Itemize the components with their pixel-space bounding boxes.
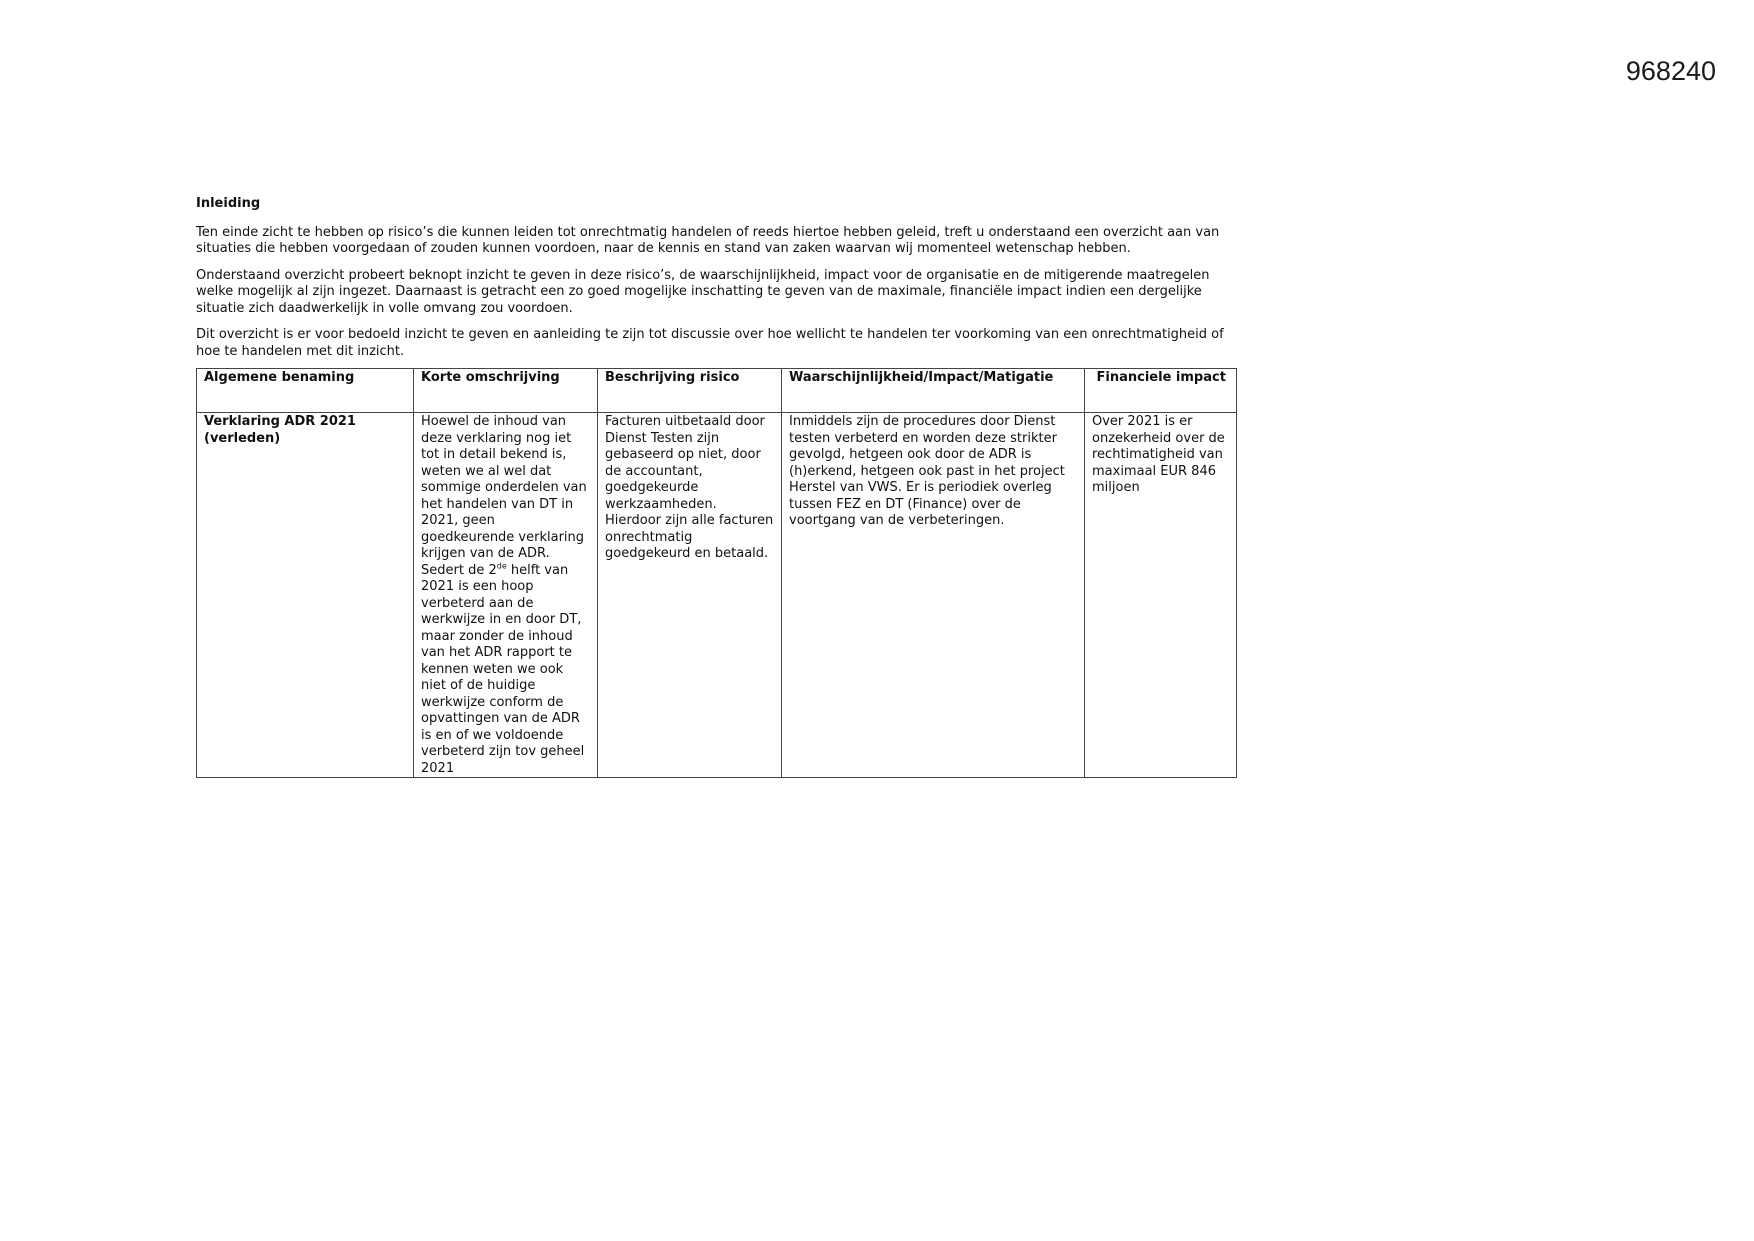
omschrijving-text-1: Hoewel de inhoud van deze verklaring nog iet tot in detail bekend is, weten we al wel dat sommige onderdelen van het handelen van DT in 2021, geen goedkeurende verklaring krijgen van de ADR. Sedert de 2	[421, 414, 587, 578]
intro-paragraph-3: Dit overzicht is er voor bedoeld inzicht te geven en aanleiding te zijn tot discussie over hoe wellicht te handelen ter voorkoming van een onrechtmatigheid of hoe te handelen met dit inzicht.	[196, 327, 1224, 359]
document-number: 968240	[1625, 56, 1716, 86]
header-financiele-impact: Financiele impact	[1085, 369, 1237, 413]
header-waarschijnlijkheid-impact: Waarschijnlijkheid/Impact/Matigatie	[782, 369, 1085, 413]
section-heading: Inleiding	[196, 196, 261, 211]
document-body	[196, 196, 1236, 778]
table-header-row	[197, 369, 1237, 413]
omschrijving-superscript: de	[496, 561, 507, 571]
cell-benaming: Verklaring ADR 2021 (verleden)	[197, 413, 414, 778]
header-algemene-benaming: Algemene benaming	[197, 369, 414, 413]
cell-risico: Facturen uitbetaald door Dienst Testen zijn gebaseerd op niet, door de accountant, goedgekeurde werkzaamheden. Hierdoor zijn alle facturen onrechtmatig goedgekeurd en betaald.	[598, 413, 782, 778]
cell-omschrijving	[414, 413, 598, 778]
cell-mitigatie: Inmiddels zijn de procedures door Dienst testen verbeterd en worden deze strikter gevolgd, hetgeen ook door de ADR is (h)erkend, hetgeen ook past in het project Herstel van VWS. Er is periodiek overleg tussen FEZ en DT (Finance) over de voortgang van de verbeteringen.	[782, 413, 1085, 778]
cell-financiele-impact: Over 2021 is er onzekerheid over de rechtimatigheid van maximaal EUR 846 miljoen	[1085, 413, 1237, 778]
header-korte-omschrijving: Korte omschrijving	[414, 369, 598, 413]
risk-table	[196, 368, 1237, 778]
omschrijving-text-2: helft van 2021 is een hoop verbeterd aan de werkwijze in en door DT, maar zonder de inhoud van het ADR rapport te kennen weten we ook niet of de huidige werkwijze conform de opvattingen van de ADR is en of we voldoende verbeterd zijn tov geheel 2021	[421, 562, 585, 776]
intro-paragraph-1: Ten einde zicht te hebben op risico’s die kunnen leiden tot onrechtmatig handelen of reeds hiertoe hebben geleid, treft u onderstaand een overzicht aan van situaties die hebben voorgedaan of zouden kunnen voordoen, naar de kennis en stand van zaken waarvan wij momenteel wetenschap hebben.	[196, 224, 1220, 256]
table-row	[197, 413, 1237, 778]
header-beschrijving-risico: Beschrijving risico	[598, 369, 782, 413]
intro-paragraph-2: Onderstaand overzicht probeert beknopt inzicht te geven in deze risico’s, de waarschijnlijkheid, impact voor de organisatie en de mitigerende maatregelen welke mogelijk al zijn ingezet. Daarnaast is getracht een zo goed mogelijke inschatting te geven van de maximale, financiële impact indien een dergelijke situatie zich daadwerkelijk in volle omvang zou voordoen.	[196, 267, 1210, 316]
